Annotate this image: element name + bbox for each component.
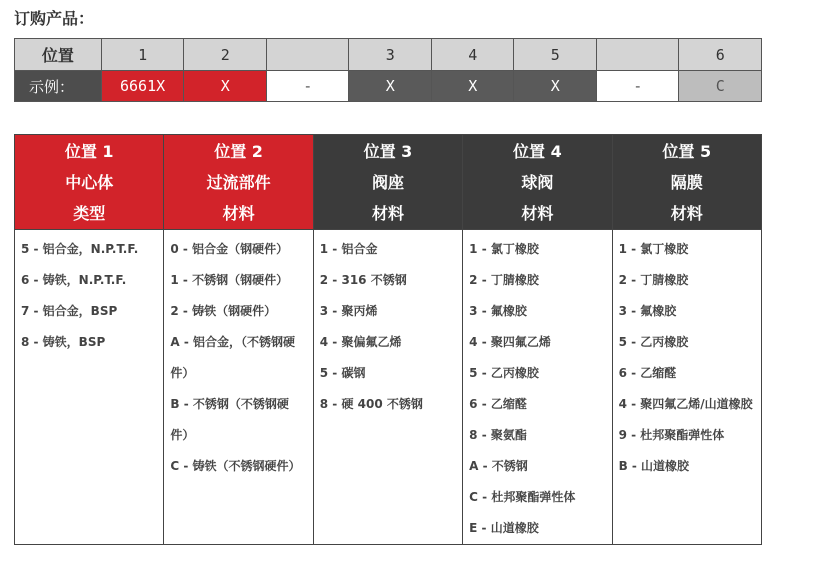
column-header-line: 位置 1 [64, 141, 114, 161]
column-header-line: 位置 3 [363, 141, 413, 161]
column-header-position-3 [313, 135, 462, 230]
column-header-line: 过流部件 [206, 172, 271, 192]
position-6: 6 [679, 39, 762, 71]
list-item: E - 山道橡胶 [469, 521, 539, 535]
list-item: 3 - 聚丙烯 [319, 304, 378, 318]
column-header-line: 材料 [670, 203, 703, 223]
list-item: 0 - 铝合金（钢硬件） [170, 242, 289, 256]
list-item: B - 山道橡胶 [618, 459, 690, 473]
options-list-position-1 [15, 230, 164, 545]
column-header-line: 位置 2 [214, 141, 263, 161]
page-title: 订购产品： [14, 9, 95, 28]
example-row [15, 71, 762, 102]
list-item: 5 - 乙丙橡胶 [618, 335, 689, 349]
list-item: 2 - 丁腈橡胶 [618, 273, 689, 287]
options-list-position-4 [463, 230, 612, 545]
list-item: 8 - 硬 400 不锈钢 [319, 397, 423, 411]
position-blank-2 [596, 39, 679, 71]
list-item: B - 不锈钢（不锈钢硬件） [170, 397, 289, 442]
column-header-line: 类型 [73, 203, 106, 223]
list-item: 3 - 氟橡胶 [469, 304, 527, 318]
example-value-1: 6661X [101, 71, 184, 102]
example-label: 示例： [15, 71, 102, 102]
position-blank-1 [266, 39, 349, 71]
list-item: 8 - 铸铁，BSP [21, 335, 106, 349]
list-item: 2 - 铸铁（钢硬件） [170, 304, 277, 318]
list-item: 6 - 乙缩醛 [469, 397, 527, 411]
options-table [14, 134, 762, 545]
list-item: 5 - 乙丙橡胶 [469, 366, 539, 380]
position-5: 5 [514, 39, 597, 71]
position-4: 4 [431, 39, 514, 71]
column-header-position-4 [463, 135, 612, 230]
column-header-line: 位置 4 [513, 141, 562, 161]
list-item: 2 - 316 不锈钢 [319, 273, 407, 287]
example-value-6: C [679, 71, 762, 102]
list-item: 3 - 氟橡胶 [618, 304, 677, 318]
order-code-table [14, 38, 762, 102]
list-item: 2 - 丁腈橡胶 [469, 273, 539, 287]
options-body-row [15, 230, 762, 545]
example-value-5: X [514, 71, 597, 102]
column-header-position-5 [612, 135, 761, 230]
column-header-line: 球阀 [521, 172, 554, 192]
options-list-position-5 [612, 230, 761, 545]
list-item: 5 - 碳钢 [319, 366, 366, 380]
position-1: 1 [101, 39, 184, 71]
example-separator-1: - [266, 71, 349, 102]
list-item: 7 - 铝合金，BSP [21, 304, 118, 318]
list-item: 5 - 铝合金，N.P.T.F. [21, 242, 139, 256]
column-header-line: 隔膜 [670, 172, 703, 192]
list-item: 8 - 聚氨酯 [469, 428, 527, 442]
list-item: 9 - 杜邦聚酯弹性体 [618, 428, 725, 442]
list-item: 4 - 聚四氟乙烯/山道橡胶 [618, 397, 753, 411]
list-item: 6 - 铸铁，N.P.T.F. [21, 273, 127, 287]
column-header-line: 材料 [521, 203, 554, 223]
example-value-4: X [431, 71, 514, 102]
position-label: 位置 [15, 39, 102, 71]
list-item: 6 - 乙缩醛 [618, 366, 677, 380]
position-2: 2 [184, 39, 267, 71]
list-item: 1 - 氯丁橡胶 [469, 242, 539, 256]
column-header-line: 中心体 [65, 172, 114, 192]
example-value-2: X [184, 71, 267, 102]
example-value-3: X [349, 71, 432, 102]
options-list-position-3 [313, 230, 462, 545]
position-3: 3 [349, 39, 432, 71]
list-item: 4 - 聚偏氟乙烯 [319, 335, 402, 349]
list-item: 1 - 不锈钢（钢硬件） [170, 273, 289, 287]
options-list-position-2 [164, 230, 313, 545]
column-header-line: 材料 [371, 203, 404, 223]
list-item: C - 铸铁（不锈钢硬件） [170, 459, 301, 473]
list-item: 1 - 铝合金 [319, 242, 378, 256]
column-header-position-1 [15, 135, 164, 230]
list-item: A - 铝合金，（不锈钢硬件） [170, 335, 296, 380]
list-item: C - 杜邦聚酯弹性体 [469, 490, 576, 504]
position-row [15, 39, 762, 71]
column-header-position-2 [164, 135, 313, 230]
list-item: 1 - 氯丁橡胶 [618, 242, 689, 256]
list-item: A - 不锈钢 [469, 459, 528, 473]
column-header-line: 阀座 [371, 172, 404, 192]
options-header-row [15, 135, 762, 230]
example-separator-2: - [596, 71, 679, 102]
list-item: 4 - 聚四氟乙烯 [469, 335, 551, 349]
column-header-line: 位置 5 [662, 141, 712, 161]
column-header-line: 材料 [222, 203, 255, 223]
